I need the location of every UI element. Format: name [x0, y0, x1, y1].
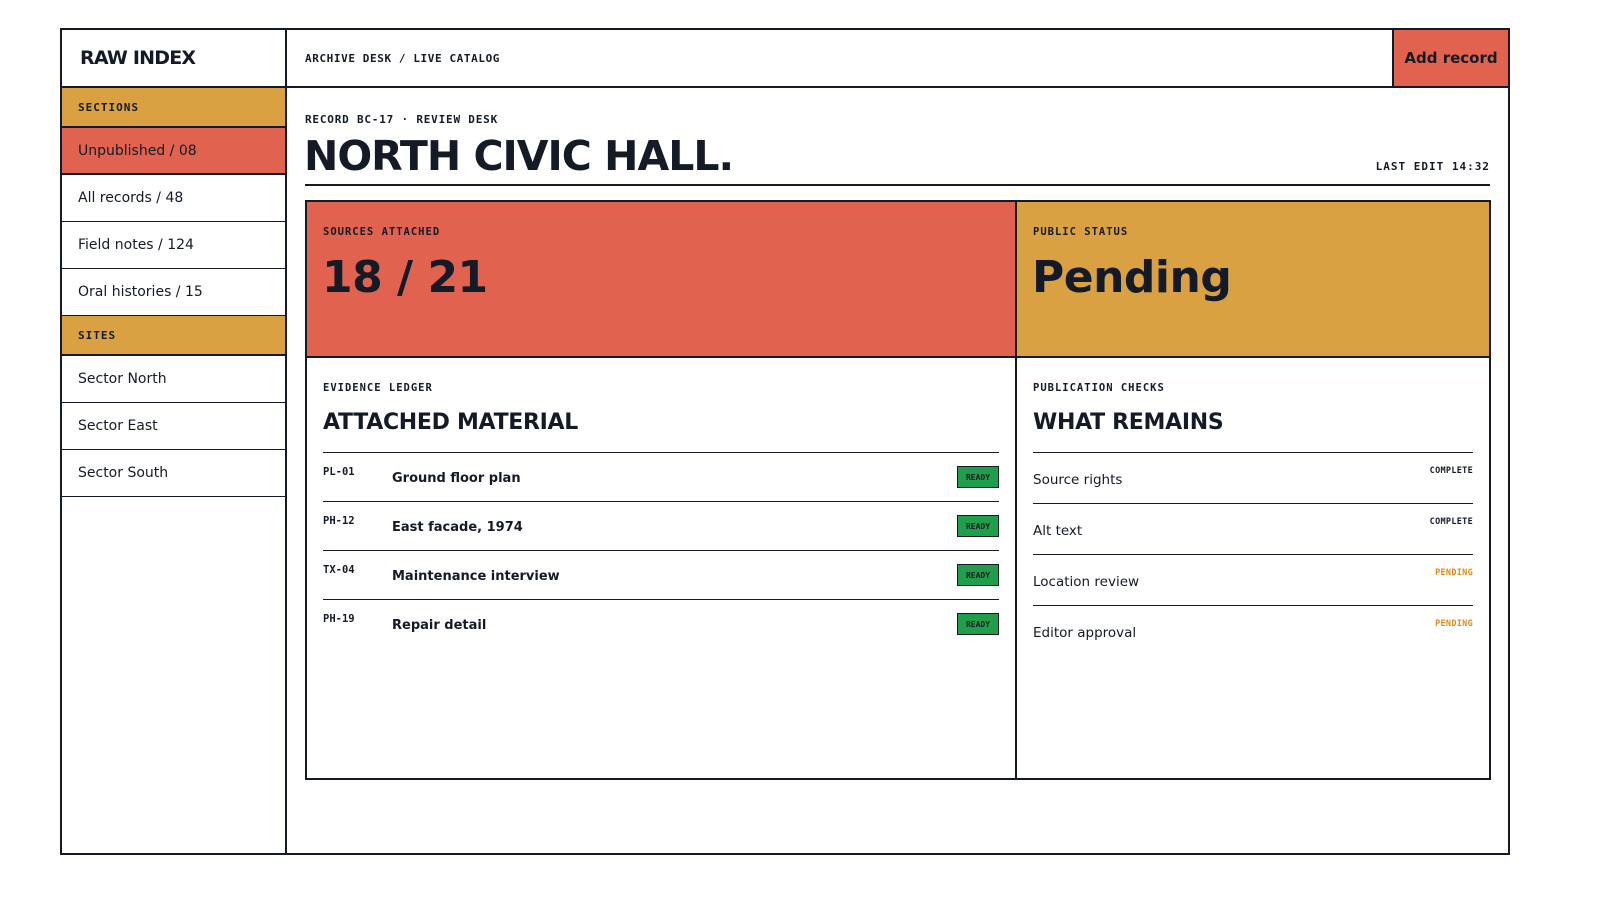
list-item[interactable] [323, 453, 999, 502]
pending-status: PENDING [1435, 568, 1473, 578]
title-divider [305, 184, 1490, 186]
app-frame [60, 28, 1510, 855]
list-item[interactable] [1033, 453, 1473, 504]
list-item[interactable] [323, 502, 999, 551]
check-name: Editor approval [1033, 625, 1137, 641]
sidebar-item-all-records[interactable]: All records / 48 [62, 175, 285, 222]
sources-attached-card [307, 202, 1017, 358]
complete-status: COMPLETE [1429, 466, 1473, 476]
evidence-ledger-label: EVIDENCE LEDGER [323, 382, 433, 394]
add-record-button[interactable]: Add record [1392, 30, 1508, 86]
ready-badge: READY [957, 613, 999, 635]
public-status-label: PUBLIC STATUS [1033, 226, 1129, 238]
main-content [287, 88, 1508, 853]
sidebar-item-unpublished[interactable]: Unpublished / 08 [62, 128, 285, 175]
complete-status: COMPLETE [1429, 517, 1473, 527]
checks-list [1033, 452, 1473, 657]
what-remains-title: WHAT REMAINS [1033, 410, 1224, 435]
item-code: PH-19 [323, 613, 355, 625]
page-title: NORTH CIVIC HALL. [304, 132, 734, 180]
record-label: RECORD BC-17 · REVIEW DESK [305, 113, 498, 126]
sidebar-item-field-notes[interactable]: Field notes / 124 [62, 222, 285, 269]
item-name: Repair detail [392, 618, 487, 633]
logo-cell [62, 30, 287, 88]
public-status-card [1017, 202, 1489, 358]
sidebar [62, 88, 287, 853]
item-name: Maintenance interview [392, 569, 560, 584]
last-edit-timestamp: LAST EDIT 14:32 [1375, 160, 1490, 173]
sidebar-item-oral-histories[interactable]: Oral histories / 15 [62, 269, 285, 316]
breadcrumb: ARCHIVE DESK / LIVE CATALOG [305, 52, 501, 65]
sidebar-item-sector-east[interactable]: Sector East [62, 403, 285, 450]
sections-heading: SECTIONS [62, 88, 285, 128]
sources-attached-label: SOURCES ATTACHED [323, 226, 441, 238]
publication-checks-panel [1017, 358, 1489, 778]
list-item[interactable] [1033, 504, 1473, 555]
pending-status: PENDING [1435, 619, 1473, 629]
app-logo[interactable]: RAW INDEX [80, 47, 196, 69]
item-code: TX-04 [323, 564, 355, 576]
list-item[interactable] [323, 600, 999, 649]
check-name: Alt text [1033, 523, 1083, 539]
ledger-list [323, 452, 999, 649]
list-item[interactable] [1033, 606, 1473, 657]
ready-badge: READY [957, 515, 999, 537]
record-grid [305, 200, 1491, 780]
item-code: PH-12 [323, 515, 355, 527]
evidence-ledger-panel [307, 358, 1017, 778]
attached-material-title: ATTACHED MATERIAL [323, 410, 578, 435]
item-code: PL-01 [323, 466, 355, 478]
item-name: Ground floor plan [392, 471, 521, 486]
check-name: Location review [1033, 574, 1140, 590]
ready-badge: READY [957, 466, 999, 488]
public-status-value: Pending [1032, 252, 1232, 303]
top-bar [287, 30, 1508, 88]
ready-badge: READY [957, 564, 999, 586]
sources-attached-value: 18 / 21 [322, 252, 488, 303]
sites-heading: SITES [62, 316, 285, 356]
list-item[interactable] [1033, 555, 1473, 606]
list-item[interactable] [323, 551, 999, 600]
check-name: Source rights [1033, 472, 1123, 488]
item-name: East facade, 1974 [392, 520, 523, 535]
sidebar-item-sector-north[interactable]: Sector North [62, 356, 285, 403]
sidebar-item-sector-south[interactable]: Sector South [62, 450, 285, 497]
publication-checks-label: PUBLICATION CHECKS [1033, 382, 1165, 394]
